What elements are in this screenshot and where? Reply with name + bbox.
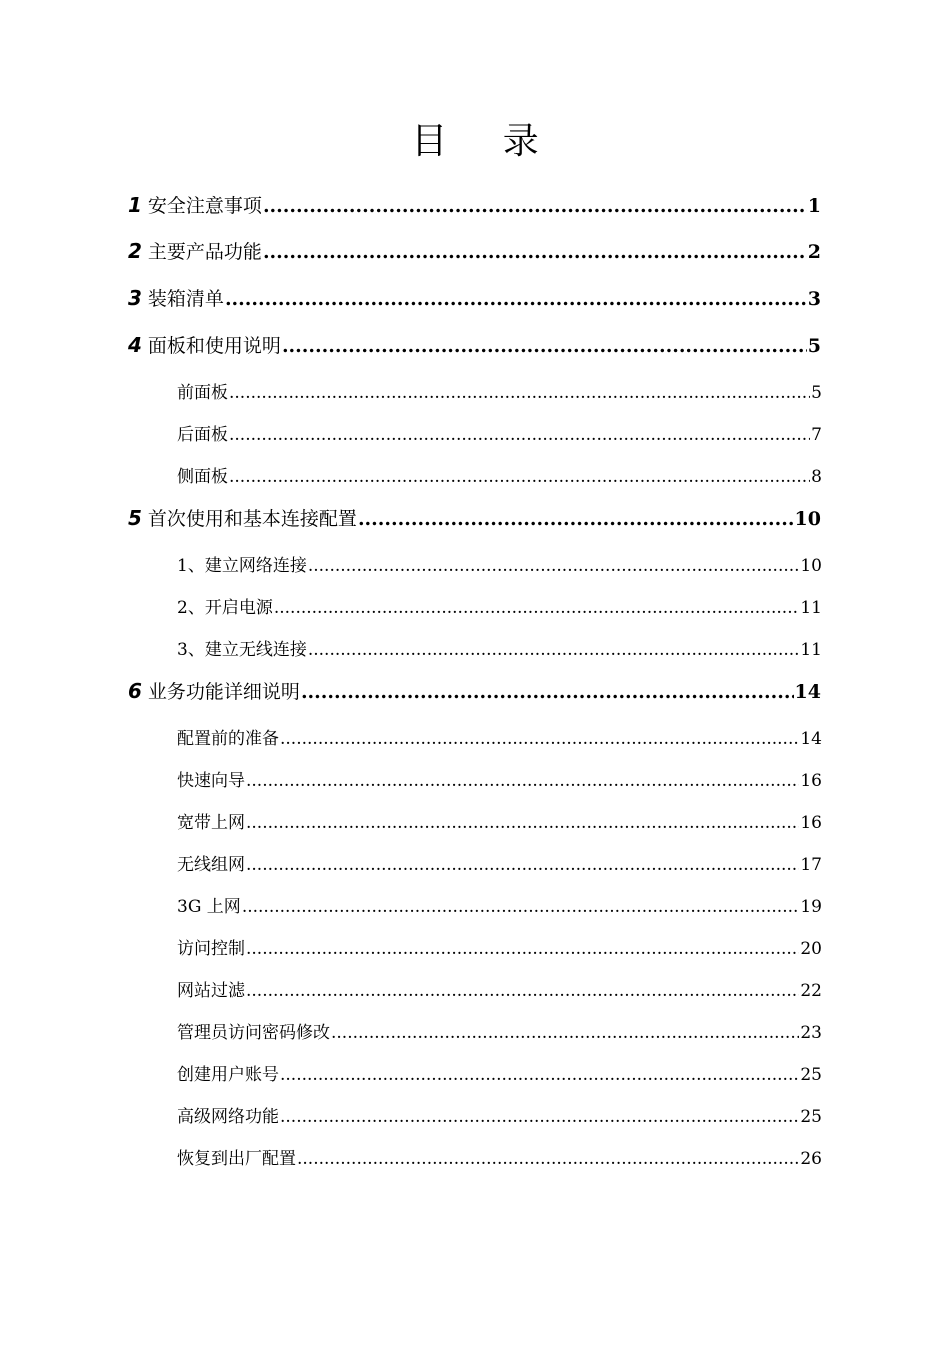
toc-subentry-front-panel[interactable] [177, 378, 822, 404]
dot-leader [246, 939, 799, 959]
toc-page: 1 [807, 195, 821, 217]
toc-page: 5 [811, 383, 822, 403]
toc-page: 25 [800, 1107, 822, 1127]
toc-page: 23 [800, 1023, 822, 1043]
page-title: 目 录 [411, 121, 561, 162]
toc-label: 1、建立网络连接 [177, 556, 307, 576]
toc-label: 网站过滤 [177, 981, 245, 1001]
toc-subentry-3g[interactable] [177, 892, 822, 918]
dot-leader [229, 425, 810, 445]
toc-page: 14 [800, 729, 822, 749]
toc-subentry-wireless-connection[interactable] [177, 635, 822, 661]
toc-subentry-rear-panel[interactable] [177, 420, 822, 446]
toc-label: 宽带上网 [177, 813, 245, 833]
toc-page: 8 [811, 467, 822, 487]
toc-label: 装箱清单 [147, 288, 224, 310]
toc-label: 3、建立无线连接 [177, 640, 307, 660]
dot-leader [280, 1107, 799, 1127]
toc-page: 17 [800, 855, 822, 875]
toc-number: 4 [128, 333, 142, 357]
toc-subentry-website-filter[interactable] [177, 976, 822, 1002]
toc-entry-1[interactable] [128, 191, 821, 219]
dot-leader [246, 813, 799, 833]
dot-leader [301, 681, 794, 703]
toc-label: 业务功能详细说明 [147, 681, 300, 703]
toc-subentry-advanced-network[interactable] [177, 1102, 822, 1128]
toc-subentry-create-account[interactable] [177, 1060, 822, 1086]
toc-page: 7 [811, 425, 822, 445]
toc-label: 前面板 [177, 383, 228, 403]
toc-page: 19 [800, 897, 822, 917]
toc-subentry-side-panel[interactable] [177, 462, 822, 488]
toc-label: 高级网络功能 [177, 1107, 279, 1127]
toc-entry-3[interactable] [128, 284, 821, 312]
toc-label: 安全注意事项 [147, 195, 262, 217]
toc-label: 首次使用和基本连接配置 [147, 508, 357, 530]
dot-leader [358, 508, 794, 530]
toc-label: 2、开启电源 [177, 598, 273, 618]
dot-leader [280, 729, 799, 749]
toc-label: 创建用户账号 [177, 1065, 279, 1085]
dot-leader [229, 383, 810, 403]
toc-page: 22 [800, 981, 822, 1001]
toc-label: 管理员访问密码修改 [177, 1023, 330, 1043]
toc-page: 16 [800, 813, 822, 833]
toc-label: 主要产品功能 [147, 241, 262, 263]
toc-subentry-factory-reset[interactable] [177, 1144, 822, 1170]
toc-page: 26 [800, 1149, 822, 1169]
toc-number: 2 [128, 239, 142, 263]
toc-subentry-power-on[interactable] [177, 593, 822, 619]
dot-leader [297, 1149, 799, 1169]
dot-leader [246, 855, 799, 875]
dot-leader [331, 1023, 799, 1043]
toc-label: 访问控制 [177, 939, 245, 959]
dot-leader [225, 288, 807, 310]
dot-leader [246, 981, 799, 1001]
toc-label: 快速向导 [177, 771, 245, 791]
dot-leader [282, 335, 807, 357]
dot-leader [308, 640, 800, 660]
toc-number: 3 [128, 286, 142, 310]
toc-subentry-preparation[interactable] [177, 724, 822, 750]
toc-subentry-quick-wizard[interactable] [177, 766, 822, 792]
dot-leader [274, 598, 800, 618]
toc-page: 11 [800, 598, 822, 618]
toc-page: 10 [794, 508, 821, 530]
toc-label: 恢复到出厂配置 [177, 1149, 296, 1169]
toc-entry-2[interactable] [128, 237, 821, 265]
toc-label: 面板和使用说明 [147, 335, 281, 357]
toc-number: 6 [128, 679, 142, 703]
toc-label: 无线组网 [177, 855, 245, 875]
dot-leader [280, 1065, 799, 1085]
toc-number: 5 [128, 506, 142, 530]
toc-page: 5 [807, 335, 821, 357]
toc-label: 侧面板 [177, 467, 228, 487]
toc-page: 3 [807, 288, 821, 310]
dot-leader [229, 467, 810, 487]
toc-page: 25 [800, 1065, 822, 1085]
dot-leader [263, 195, 807, 217]
toc-page: 16 [800, 771, 822, 791]
toc-number: 1 [128, 193, 142, 217]
toc-entry-4[interactable] [128, 331, 821, 359]
toc-entry-5[interactable] [128, 504, 821, 532]
toc-page: 11 [800, 640, 822, 660]
toc-label: 3G 上网 [177, 897, 241, 917]
toc-label: 后面板 [177, 425, 228, 445]
toc-page: 2 [807, 241, 821, 263]
toc-subentry-broadband[interactable] [177, 808, 822, 834]
dot-leader [242, 897, 800, 917]
dot-leader [246, 771, 799, 791]
toc-page: 14 [794, 681, 821, 703]
toc-entry-6[interactable] [128, 677, 821, 705]
toc-subentry-wireless-network[interactable] [177, 850, 822, 876]
dot-leader [263, 241, 807, 263]
toc-subentry-access-control[interactable] [177, 934, 822, 960]
toc-subentry-network-connection[interactable] [177, 551, 822, 577]
toc-label: 配置前的准备 [177, 729, 279, 749]
toc-subentry-admin-password[interactable] [177, 1018, 822, 1044]
toc-page: 10 [800, 556, 822, 576]
toc-page: 20 [800, 939, 822, 959]
dot-leader [308, 556, 800, 576]
